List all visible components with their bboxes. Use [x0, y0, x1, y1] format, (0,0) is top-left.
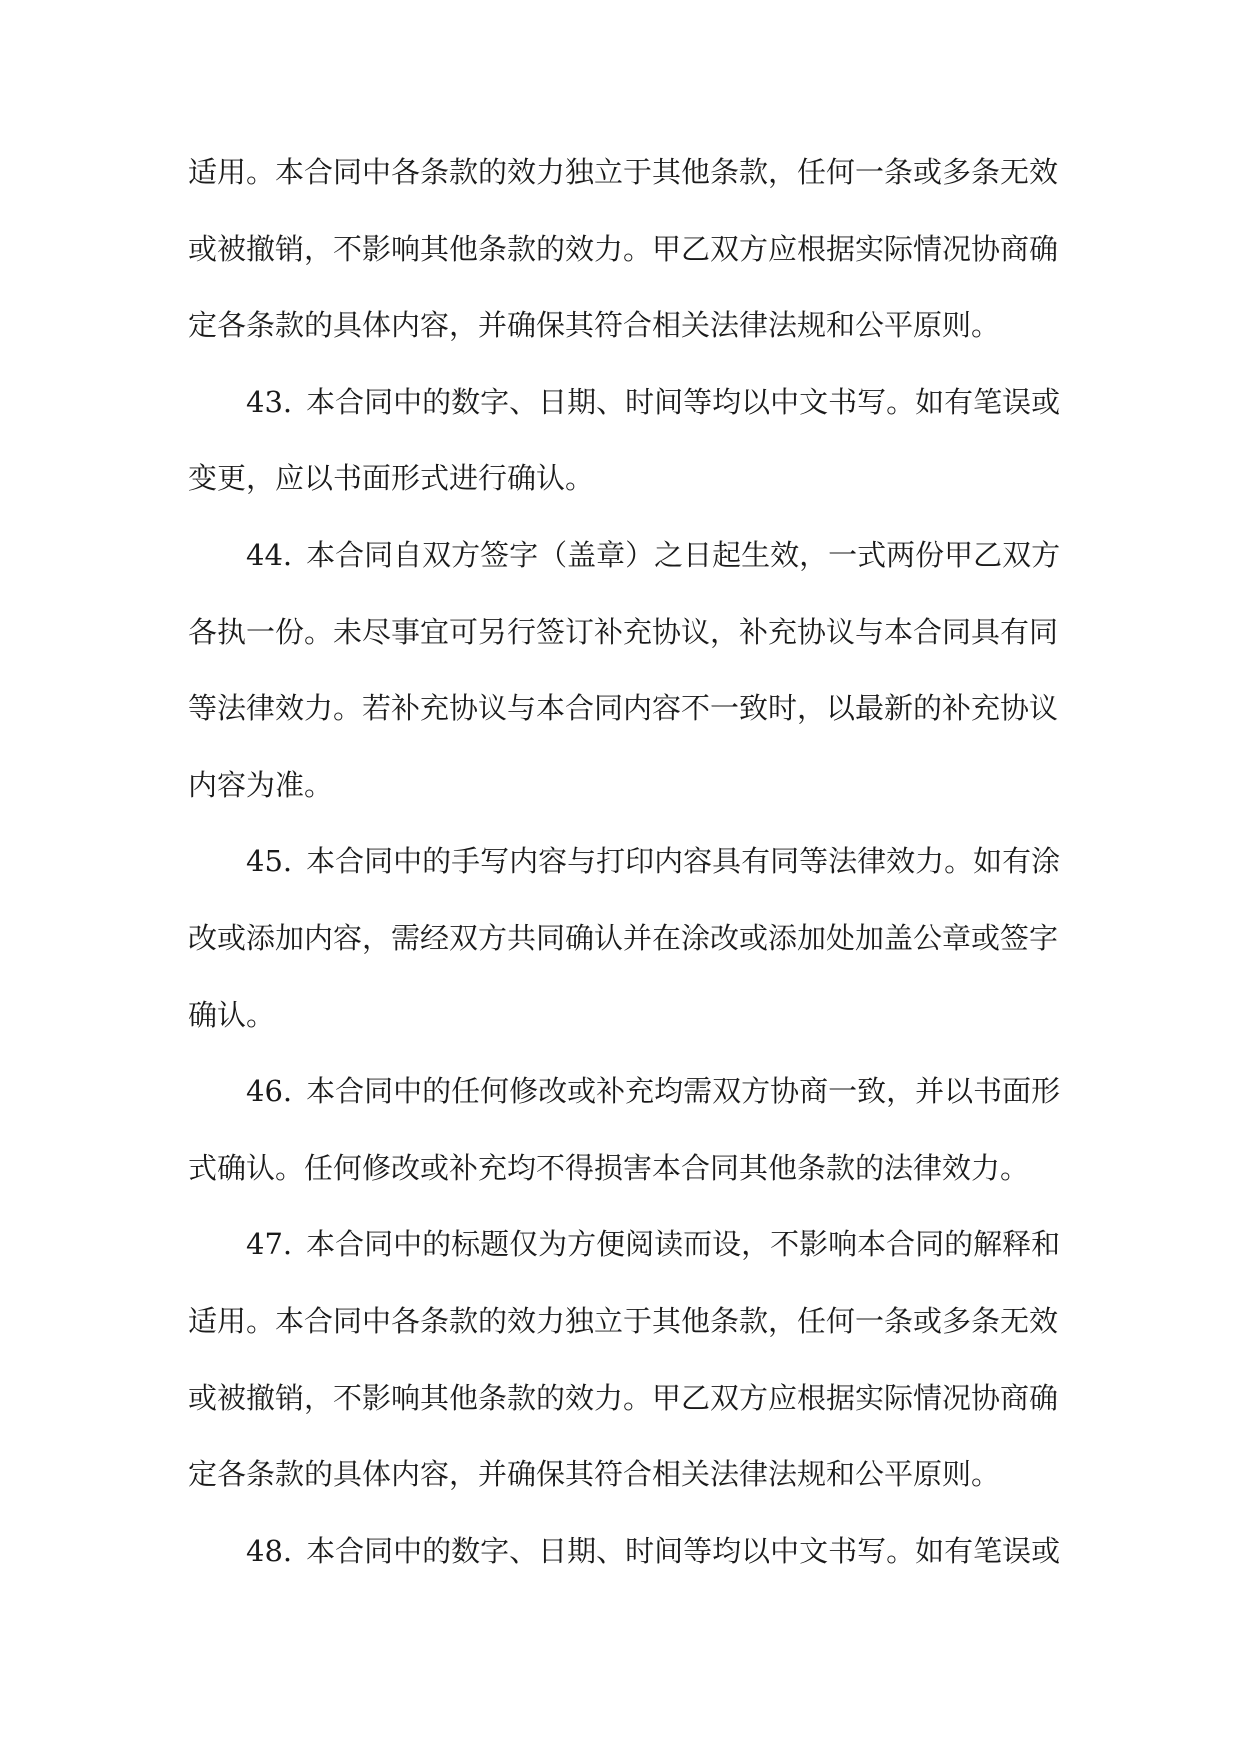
clause-text: 本合同中的手写内容与打印内容具有同等法律效力。如有涂	[306, 844, 1061, 879]
clause-text: 本合同中的数字、日期、时间等均以中文书写。如有笔误或	[306, 1533, 1061, 1568]
clause-48-line	[188, 1513, 1061, 1590]
clause-text: 本合同自双方签字（盖章）之日起生效，一式两份甲乙双方	[306, 537, 1061, 572]
text-line: 或被撤销，不影响其他条款的效力。甲乙双方应根据实际情况协商确	[188, 1380, 1059, 1415]
clause-number: 43.	[246, 384, 293, 419]
text-line: 确认。	[188, 997, 276, 1032]
clause-44-line	[188, 517, 1061, 594]
clause-number: 46.	[246, 1074, 293, 1109]
clause-number: 45.	[246, 844, 293, 879]
text-line: 改或添加内容，需经双方共同确认并在涂改或添加处加盖公章或签字	[188, 920, 1059, 955]
clause-45-line	[188, 823, 1061, 900]
text-line: 等法律效力。若补充协议与本合同内容不一致时，以最新的补充协议	[188, 691, 1059, 726]
clause-number: 44.	[246, 537, 293, 572]
text-line: 定各条款的具体内容，并确保其符合相关法律法规和公平原则。	[188, 308, 1001, 343]
clause-43-line	[188, 364, 1061, 441]
clause-number: 48.	[246, 1533, 293, 1568]
contract-text	[188, 134, 1061, 1589]
clause-text: 本合同中的数字、日期、时间等均以中文书写。如有笔误或	[306, 384, 1061, 419]
clause-text: 本合同中的标题仅为方便阅读而设，不影响本合同的解释和	[306, 1227, 1061, 1262]
clause-number: 47.	[246, 1227, 293, 1262]
text-line: 或被撤销，不影响其他条款的效力。甲乙双方应根据实际情况协商确	[188, 231, 1059, 266]
text-line: 式确认。任何修改或补充均不得损害本合同其他条款的法律效力。	[188, 1150, 1030, 1185]
text-line: 适用。本合同中各条款的效力独立于其他条款，任何一条或多条无效	[188, 155, 1059, 189]
clause-47-line	[188, 1206, 1061, 1283]
text-line: 各执一份。未尽事宜可另行签订补充协议，补充协议与本合同具有同	[188, 614, 1059, 649]
text-line: 定各条款的具体内容，并确保其符合相关法律法规和公平原则。	[188, 1457, 1001, 1492]
clause-46-line	[188, 1053, 1061, 1130]
clause-text: 本合同中的任何修改或补充均需双方协商一致，并以书面形	[306, 1074, 1061, 1109]
text-line: 适用。本合同中各条款的效力独立于其他条款，任何一条或多条无效	[188, 1303, 1059, 1338]
text-line: 内容为准。	[188, 767, 334, 802]
text-line: 变更，应以书面形式进行确认。	[188, 461, 595, 496]
